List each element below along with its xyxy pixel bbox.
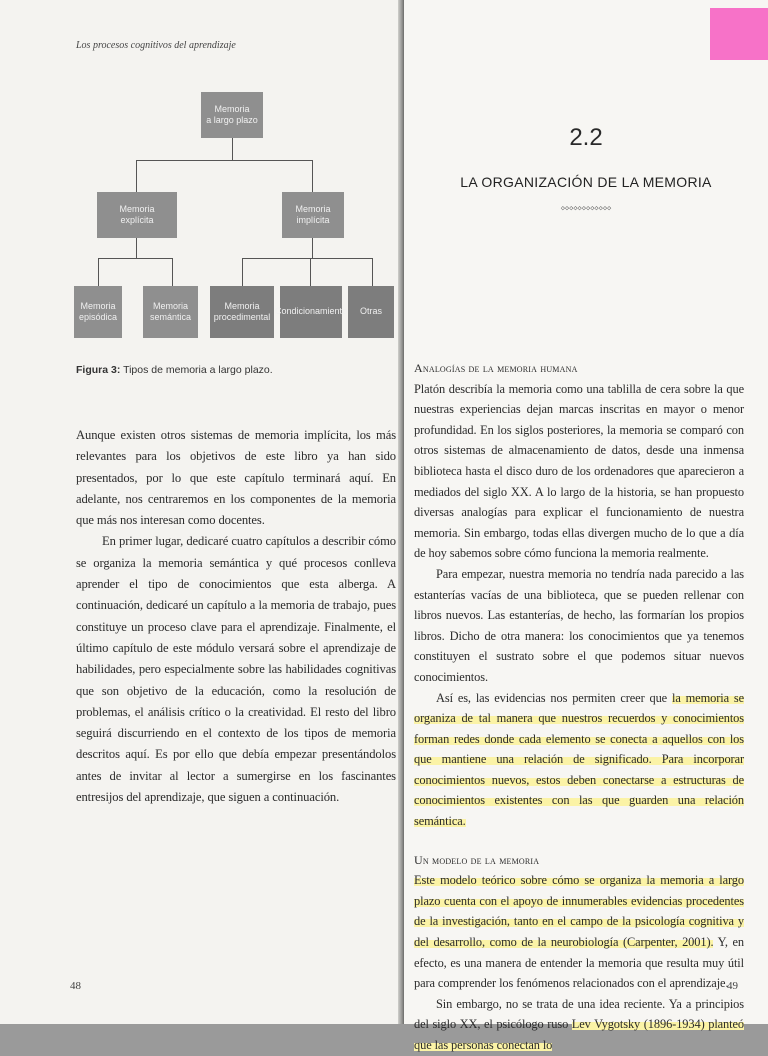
heading-memory-model: Un modelo de la memoria	[414, 852, 540, 867]
node-long-term-memory: Memoria a largo plazo	[201, 92, 263, 138]
highlighted-text: la memoria se organiza de tal manera que nuestros recuerdos y conocimientos forman redes donde cada elemento se conecta a aquellos con los que mantiene una relación de significado. Para incorporar conocimientos nuevos, estos deben conectarse a estructuras de conocimientos existentes con las que guarden una relación semántica.	[414, 690, 745, 829]
connector-line	[136, 160, 313, 161]
heading-analogies: Analogías de la memoria humana	[414, 361, 578, 375]
left-paragraph-2: En primer lugar, dedicaré cuatro capítulos a describir cómo se organiza la memoria semántica y qué procesos conlleva aprender el tipo de conocimientos que esta alberga. A continuación, dedicaré un capítulo a la memoria de trabajo, pues constituye un proceso clave para el aprendizaje. Finalmente, el último capítulo de este módulo versará sobre el aprendizaje de habilidades, pero especialmente sobre las habilidades cognitivas que son objetivo de la educación, como la resolución de problemas, el análisis crítico o la creatividad. El resto del libro seguirá discurriendo en el contexto de los tipos de memoria descritos aquí. Es por ello que debía empezar presentándolos antes de invitar al lector a sumergirse en los fascinantes entresijos del aprendizaje, que siguen a continuación.	[76, 534, 396, 805]
node-episodic-memory: Memoria episódica	[74, 286, 122, 338]
section-title: LA ORGANIZACIÓN DE LA MEMORIA	[460, 174, 712, 190]
node-others: Otras	[348, 286, 394, 338]
text-span: Sin embargo, no se trata de una idea reciente. Ya a principios del siglo XX, el psicólogo ruso	[414, 996, 744, 1032]
highlighted-text: Este modelo teórico sobre cómo se organiza la memoria a largo plazo cuenta con el apoyo de innumerables evidencias procedentes de la investigación, tanto en el campo de la psicología cognitiva y del desarrollo, como de la neurobiología (Carpenter, 2001).	[414, 873, 744, 950]
page-number-right: 49	[727, 980, 738, 992]
left-body-text	[76, 425, 396, 808]
connector-line	[242, 258, 372, 259]
connector-line	[136, 238, 137, 258]
connector-line	[310, 258, 311, 286]
connector-line	[242, 258, 243, 286]
right-page	[404, 0, 768, 1052]
connector-line	[136, 160, 137, 192]
connector-line	[98, 258, 172, 259]
connector-line	[232, 138, 233, 160]
right-body-text	[414, 358, 744, 1056]
caption-text: Tipos de memoria a largo plazo.	[120, 364, 273, 376]
connector-line	[98, 258, 99, 286]
node-explicit-memory: Memoria explícita	[97, 192, 177, 238]
figure-caption	[76, 364, 273, 376]
connector-line	[312, 160, 313, 192]
node-procedural-memory: Memoria procedimental	[210, 286, 274, 338]
text-span: Así es, las evidencias nos permiten creer que	[436, 690, 672, 705]
running-head: Los procesos cognitivos del aprendizaje	[76, 40, 236, 51]
section-number: 2.2	[569, 124, 603, 151]
memory-types-diagram	[0, 0, 402, 360]
pink-sticky-note	[710, 8, 768, 60]
node-semantic-memory: Memoria semántica	[143, 286, 198, 338]
connector-line	[312, 238, 313, 258]
right-paragraph-4	[414, 870, 744, 994]
text-span: Y, en efecto, es una manera de entender la memoria que resulta muy útil para comprender los fenómenos relacionados con el aprendizaje.	[414, 935, 744, 991]
caption-label: Figura 3:	[76, 364, 121, 376]
ornament-divider: ◇◇◇◇◇◇◇◇◇◇◇◇	[560, 204, 612, 212]
connector-line	[372, 258, 373, 286]
right-paragraph-5	[414, 994, 744, 1056]
page-number-left: 48	[70, 980, 81, 992]
node-implicit-memory: Memoria implícita	[282, 192, 344, 238]
node-conditioning: Condicionamiento	[280, 286, 342, 338]
right-paragraph-2: Para empezar, nuestra memoria no tendría nada parecido a las estanterías vacías de una biblioteca, que se pueden rellenar con libros nuevos. Las estanterías, de hecho, las formarían los propios libros. Dicho de otra manera: los conocimientos que ya tenemos constituyen el sustrato sobre el que podemos situar nuevos conocimientos.	[414, 566, 744, 684]
right-paragraph-1: Platón describía la memoria como una tablilla de cera sobre la que nuestras experiencias dejan marcas inscritas en mayor o menor profundidad. En los siglos posteriores, la memoria se comparó con otros sistemas de almacenamiento de datos, desde una inmensa biblioteca hasta el disco duro de los ordenadores que aparecieron a mediados del siglo XX. A lo largo de la historia, se han propuesto diversas analogías para explicar el funcionamiento de nuestra memoria. Sin embargo, todas ellas divergen mucho de lo que a día de hoy sabemos sobre cómo funciona la memoria realmente.	[414, 381, 744, 561]
left-paragraph-1: Aunque existen otros sistemas de memoria implícita, los más relevantes para los objetivos de este libro ya han sido presentados, por lo que este capítulo terminará aquí. En adelante, nos centraremos en los componentes de la memoria que más nos interesan como docentes.	[76, 428, 396, 528]
highlighted-text: Lev Vygotsky (1896-1934) planteó que las personas conectan lo	[414, 1017, 744, 1052]
connector-line	[172, 258, 173, 286]
right-paragraph-3	[414, 688, 744, 832]
